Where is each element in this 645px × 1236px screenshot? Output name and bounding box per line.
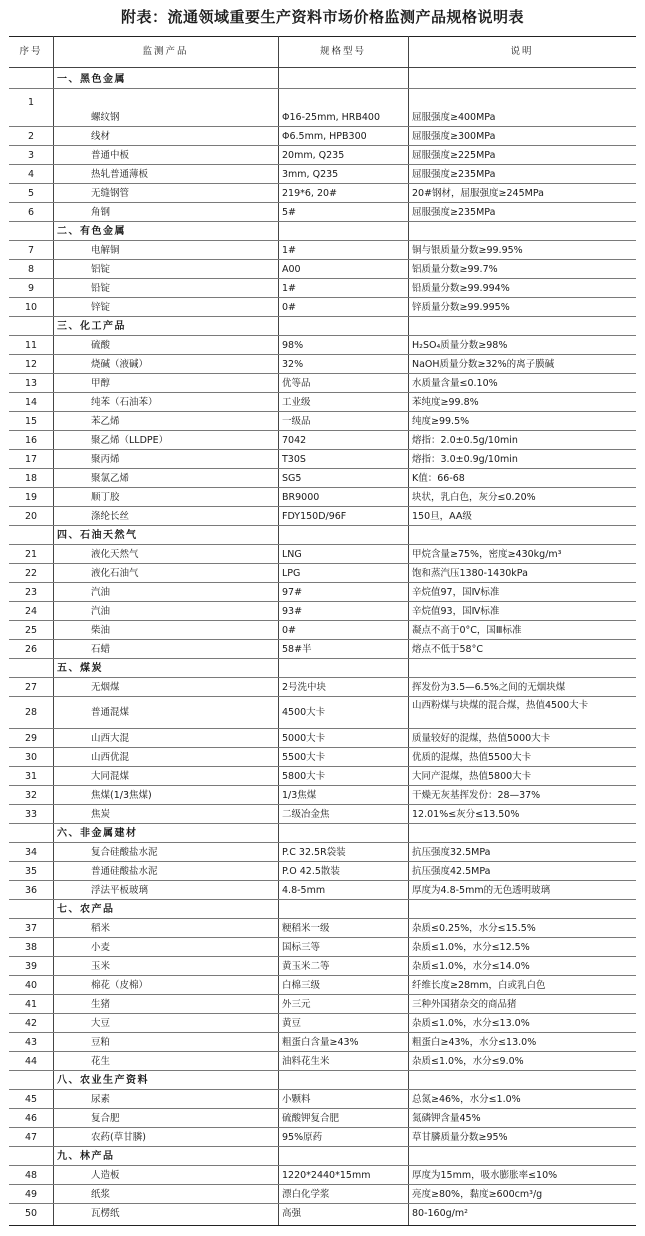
- table-row: [9, 450, 636, 469]
- description: 抗压强度32.5MPa: [412, 847, 491, 858]
- spec-model: 外三元: [282, 999, 311, 1010]
- row-index: 21: [24, 549, 38, 560]
- description: 辛烷值97，国Ⅳ标准: [412, 587, 500, 598]
- row-index: 23: [24, 587, 38, 598]
- row-index: 31: [24, 771, 38, 782]
- table-row: [9, 805, 636, 824]
- table-row: [9, 602, 636, 621]
- description: 熔指：2.0±0.5g/10min: [412, 435, 518, 446]
- description: 干燥无灰基挥发份：28—37%: [412, 790, 541, 801]
- spec-model: 32%: [282, 359, 304, 370]
- description: 杂质≤1.0%，水分≤12.5%: [412, 942, 530, 953]
- spec-model: 小颗料: [282, 1094, 311, 1105]
- product-name: 豆粕: [91, 1037, 111, 1048]
- description: 屈服强度≥400MPa: [412, 112, 496, 123]
- table-row: [9, 89, 636, 127]
- table-row: [9, 729, 636, 748]
- description: K值：66-68: [412, 473, 465, 484]
- row-index: 3: [27, 150, 35, 161]
- section-row: [9, 659, 636, 678]
- product-name: 棉花（皮棉）: [91, 980, 149, 991]
- product-name: 汽油: [91, 587, 111, 598]
- table-row: [9, 507, 636, 526]
- table-row: [9, 640, 636, 659]
- row-index: 11: [24, 340, 38, 351]
- spec-model: 1/3焦煤: [282, 790, 317, 801]
- product-name: 聚氯乙烯: [91, 473, 130, 484]
- table-row: [9, 583, 636, 602]
- row-index: 35: [24, 866, 38, 877]
- product-name: 铝锭: [91, 264, 111, 275]
- product-name: 甲醇: [91, 378, 111, 389]
- product-name: 线材: [91, 131, 111, 142]
- description: 屈服强度≥235MPa: [412, 207, 496, 218]
- table-row: [9, 862, 636, 881]
- row-index: 24: [24, 606, 38, 617]
- product-name: 苯乙烯: [91, 416, 120, 427]
- spec-model: 二级冶金焦: [282, 809, 330, 820]
- spec-model: BR9000: [282, 492, 320, 503]
- product-name: 大同混煤: [91, 771, 130, 782]
- row-index: 28: [24, 707, 38, 718]
- section-title: 一、黑色金属: [57, 74, 126, 85]
- product-name: 稻米: [91, 923, 111, 934]
- row-index: 42: [24, 1018, 38, 1029]
- product-name: 焦煤(1/3焦煤): [91, 790, 152, 801]
- row-index: 9: [27, 283, 35, 294]
- product-name: 石蜡: [91, 644, 111, 655]
- section-row: [9, 1071, 636, 1090]
- row-index: 1: [27, 97, 35, 108]
- product-name: 纸浆: [91, 1189, 111, 1200]
- table-row: [9, 1014, 636, 1033]
- table-row: [9, 621, 636, 640]
- spec-model: 4500大卡: [282, 707, 326, 718]
- description: 铜与银质量分数≥99.95%: [412, 245, 523, 256]
- row-index: 19: [24, 492, 38, 503]
- product-name: 生猪: [91, 999, 111, 1010]
- description: 水质量含量≤0.10%: [412, 378, 498, 389]
- spec-model: 98%: [282, 340, 304, 351]
- spec-model: 93#: [282, 606, 303, 617]
- row-index: 44: [24, 1056, 38, 1067]
- product-name: 汽油: [91, 606, 111, 617]
- product-name: 普通中板: [91, 150, 130, 161]
- description: 杂质≤1.0%，水分≤14.0%: [412, 961, 530, 972]
- row-index: 47: [24, 1132, 38, 1143]
- description: 亮度≥80%，黏度≥600cm³/g: [412, 1189, 543, 1200]
- row-index: 2: [27, 131, 35, 142]
- table-row: [9, 1204, 636, 1223]
- table-row: [9, 786, 636, 805]
- spec-model: 高强: [282, 1208, 302, 1219]
- spec-model: 一级品: [282, 416, 311, 427]
- spec-model: FDY150D/96F: [282, 511, 347, 522]
- table-row: [9, 697, 636, 729]
- product-name: 大豆: [91, 1018, 111, 1029]
- spec-model: 黄豆: [282, 1018, 302, 1029]
- product-name: 锌锭: [91, 302, 111, 313]
- product-name: 柴油: [91, 625, 111, 636]
- section-title: 八、农业生产资料: [57, 1075, 149, 1086]
- description: 山西粉煤与块煤的混合煤，热值4500大卡: [412, 700, 589, 711]
- spec-model: 1220*2440*15mm: [282, 1170, 371, 1181]
- description: 杂质≤1.0%，水分≤9.0%: [412, 1056, 524, 1067]
- table-row: [9, 767, 636, 786]
- table-row: [9, 279, 636, 298]
- section-row: [9, 824, 636, 843]
- spec-model: 5#: [282, 207, 297, 218]
- table-row: [9, 184, 636, 203]
- page-title: 附表：流通领域重要生产资料市场价格监测产品规格说明表: [120, 8, 524, 26]
- description: 屈服强度≥300MPa: [412, 131, 496, 142]
- product-name: 铅锭: [91, 283, 111, 294]
- row-index: 17: [24, 454, 38, 465]
- table-row: [9, 469, 636, 488]
- description: H₂SO₄质量分数≥98%: [412, 340, 508, 351]
- spec-model: 优等品: [282, 378, 311, 389]
- product-name: 花生: [91, 1056, 111, 1067]
- row-index: 13: [24, 378, 38, 389]
- table-body: [9, 70, 636, 1223]
- table-row: [9, 995, 636, 1014]
- description: 铝质量分数≥99.7%: [412, 264, 498, 275]
- table-row: [9, 881, 636, 900]
- spec-model: T30S: [282, 454, 306, 465]
- table-row: [9, 545, 636, 564]
- row-index: 15: [24, 416, 38, 427]
- product-name: 浮法平板玻璃: [91, 885, 149, 896]
- spec-model: P.O 42.5散装: [282, 866, 340, 877]
- row-index: 38: [24, 942, 38, 953]
- description: 锌质量分数≥99.995%: [412, 302, 510, 313]
- row-index: 37: [24, 923, 38, 934]
- table-row: [9, 919, 636, 938]
- spec-model: 漂白化学浆: [282, 1189, 330, 1200]
- header-product: 监测产品: [142, 46, 189, 57]
- table-row: [9, 355, 636, 374]
- table-row: [9, 412, 636, 431]
- table-row: [9, 393, 636, 412]
- spec-model: 1#: [282, 245, 297, 256]
- table-row: [9, 1109, 636, 1128]
- spec-model: 黄玉米二等: [282, 961, 330, 972]
- header-index: 序号: [19, 46, 43, 57]
- product-name: 螺纹钢: [91, 112, 120, 123]
- spec-model: 95%原药: [282, 1132, 323, 1143]
- description: 大同产混煤，热值5800大卡: [412, 771, 532, 782]
- spec-model: 1#: [282, 283, 297, 294]
- product-name: 热轧普通薄板: [91, 169, 149, 180]
- row-index: 22: [24, 568, 38, 579]
- row-index: 40: [24, 980, 38, 991]
- row-index: 10: [24, 302, 38, 313]
- description: 纯度≥99.5%: [412, 416, 470, 427]
- section-row: [9, 222, 636, 241]
- description: 屈服强度≥225MPa: [412, 150, 496, 161]
- description: 12.01%≤灰分≤13.50%: [412, 809, 520, 820]
- table-row: [9, 938, 636, 957]
- spec-model: 国标三等: [282, 942, 321, 953]
- row-index: 43: [24, 1037, 38, 1048]
- product-name: 液化石油气: [91, 568, 139, 579]
- description: 氮磷钾含量45%: [412, 1113, 481, 1124]
- description: NaOH质量分数≥32%的离子膜碱: [412, 359, 555, 370]
- product-name: 顺丁胶: [91, 492, 120, 503]
- table-row: [9, 241, 636, 260]
- row-index: 5: [27, 188, 35, 199]
- table-row: [9, 336, 636, 355]
- table-row: [9, 203, 636, 222]
- description: 杂质≤1.0%，水分≤13.0%: [412, 1018, 530, 1029]
- description: 饱和蒸汽压1380-1430kPa: [412, 568, 528, 579]
- description: 挥发份为3.5—6.5%之间的无烟块煤: [412, 682, 566, 693]
- table-row: [9, 957, 636, 976]
- product-name: 复合硅酸盐水泥: [91, 847, 158, 858]
- row-index: 33: [24, 809, 38, 820]
- product-name: 山西优混: [91, 752, 130, 763]
- spec-model: SG5: [282, 473, 302, 484]
- table-row: [9, 165, 636, 184]
- row-index: 12: [24, 359, 38, 370]
- table-row: [9, 127, 636, 146]
- product-name: 焦炭: [91, 809, 111, 820]
- section-row: [9, 900, 636, 919]
- row-index: 34: [24, 847, 38, 858]
- description: 抗压强度42.5MPa: [412, 866, 491, 877]
- section-row: [9, 317, 636, 336]
- description: 150旦，AA级: [412, 511, 472, 522]
- row-index: 25: [24, 625, 38, 636]
- spec-model: 5000大卡: [282, 733, 326, 744]
- spec-model: 2号洗中块: [282, 682, 327, 693]
- description: 铅质量分数≥99.994%: [412, 283, 510, 294]
- spec-model: 0#: [282, 302, 297, 313]
- spec-model: 工业级: [282, 397, 311, 408]
- spec-model: LNG: [282, 549, 302, 560]
- spec-model: A00: [282, 264, 301, 275]
- section-title: 二、有色金属: [57, 226, 126, 237]
- product-name: 液化天然气: [91, 549, 139, 560]
- row-index: 30: [24, 752, 38, 763]
- row-index: 8: [27, 264, 35, 275]
- row-index: 49: [24, 1189, 38, 1200]
- section-title: 六、非金属建材: [57, 828, 138, 839]
- product-name: 瓦楞纸: [91, 1208, 120, 1219]
- row-index: 20: [24, 511, 38, 522]
- product-name: 聚丙烯: [91, 454, 120, 465]
- description: 20#钢材，屈服强度≥245MPa: [412, 188, 544, 199]
- table-row: [9, 1166, 636, 1185]
- section-row: [9, 1147, 636, 1166]
- product-name: 尿素: [91, 1094, 111, 1105]
- table-row: [9, 488, 636, 507]
- product-name: 纯苯（石油苯）: [91, 397, 158, 408]
- product-name: 无烟煤: [91, 682, 120, 693]
- product-name: 硫酸: [91, 340, 111, 351]
- section-title: 四、石油天然气: [57, 530, 138, 541]
- table-row: [9, 374, 636, 393]
- spec-model: 粗蛋白含量≥43%: [282, 1037, 359, 1048]
- spec-model: 3mm, Q235: [282, 169, 339, 180]
- spec-model: 4.8-5mm: [282, 885, 326, 896]
- header-spec: 规格型号: [319, 46, 366, 57]
- description: 凝点不高于0°C，国Ⅲ标准: [412, 625, 522, 636]
- section-title: 五、煤炭: [57, 663, 103, 674]
- description: 厚度为4.8-5mm的无色透明玻璃: [412, 885, 551, 896]
- description: 辛烷值93，国Ⅳ标准: [412, 606, 500, 617]
- description: 熔指：3.0±0.9g/10min: [412, 454, 518, 465]
- spec-model: 油料花生米: [282, 1056, 330, 1067]
- description: 三种外国猪杂交的商品猪: [412, 999, 517, 1010]
- table-row: [9, 298, 636, 317]
- description: 质量较好的混煤，热值5000大卡: [412, 733, 551, 744]
- spec-model: 0#: [282, 625, 297, 636]
- spec-model: 粳稻米一级: [282, 923, 330, 934]
- description: 厚度为15mm，吸水膨胀率≤10%: [412, 1170, 558, 1181]
- row-index: 46: [24, 1113, 38, 1124]
- table-row: [9, 1128, 636, 1147]
- section-title: 三、化工产品: [57, 321, 126, 332]
- description: 熔点不低于58°C: [412, 644, 483, 655]
- table-bottom-rule: [9, 1225, 636, 1226]
- spec-model: 20mm, Q235: [282, 150, 345, 161]
- table-row: [9, 1052, 636, 1071]
- row-index: 14: [24, 397, 38, 408]
- row-index: 29: [24, 733, 38, 744]
- product-name: 涤纶长丝: [91, 511, 130, 522]
- spec-model: P.C 32.5R袋装: [282, 847, 346, 858]
- product-name: 角钢: [91, 207, 111, 218]
- spec-model: 58#半: [282, 644, 312, 655]
- product-name: 普通硅酸盐水泥: [91, 866, 158, 877]
- product-name: 农药(草甘膦): [91, 1132, 146, 1143]
- table-row: [9, 431, 636, 450]
- description: 纤维长度≥28mm，白或乳白色: [412, 980, 546, 991]
- table-row: [9, 146, 636, 165]
- row-index: 41: [24, 999, 38, 1010]
- row-index: 50: [24, 1208, 38, 1219]
- table-row: [9, 1185, 636, 1204]
- section-row: [9, 526, 636, 545]
- row-index: 27: [24, 682, 38, 693]
- description: 屈服强度≥235MPa: [412, 169, 496, 180]
- section-row: [9, 70, 636, 89]
- row-index: 32: [24, 790, 38, 801]
- row-index: 39: [24, 961, 38, 972]
- description: 苯纯度≥99.8%: [412, 397, 479, 408]
- section-title: 七、农产品: [57, 904, 115, 915]
- row-index: 7: [27, 245, 35, 256]
- description: 总氮≥46%，水分≤1.0%: [412, 1094, 521, 1105]
- table-row: [9, 748, 636, 767]
- product-name: 普通混煤: [91, 707, 130, 718]
- product-name: 无缝钢管: [91, 188, 130, 199]
- row-index: 36: [24, 885, 38, 896]
- section-title: 九、林产品: [57, 1151, 115, 1162]
- spec-model: 硫酸钾复合肥: [282, 1113, 340, 1124]
- row-index: 45: [24, 1094, 38, 1105]
- row-index: 18: [24, 473, 38, 484]
- product-name: 电解铜: [91, 245, 120, 256]
- product-name: 山西大混: [91, 733, 130, 744]
- description: 80-160g/m²: [412, 1208, 468, 1219]
- spec-model: Φ6.5mm, HPB300: [282, 131, 367, 142]
- description: 粗蛋白≥43%，水分≤13.0%: [412, 1037, 537, 1048]
- spec-model: Φ16-25mm, HRB400: [282, 112, 381, 123]
- spec-model: 7042: [282, 435, 307, 446]
- spec-model: 5800大卡: [282, 771, 326, 782]
- table-row: [9, 1090, 636, 1109]
- row-index: 16: [24, 435, 38, 446]
- description: 草甘膦质量分数≥95%: [412, 1132, 508, 1143]
- table-row: [9, 976, 636, 995]
- table-row: [9, 260, 636, 279]
- description: 杂质≤0.25%，水分≤15.5%: [412, 923, 536, 934]
- header-rule: [9, 67, 636, 68]
- spec-model: 白棉三级: [282, 980, 321, 991]
- row-index: 4: [27, 169, 35, 180]
- description: 甲烷含量≥75%，密度≥430kg/m³: [412, 549, 562, 560]
- product-name: 小麦: [91, 942, 111, 953]
- row-index: 48: [24, 1170, 38, 1181]
- description: 优质的混煤，热值5500大卡: [412, 752, 532, 763]
- table-row: [9, 1033, 636, 1052]
- header-description: 说明: [510, 46, 534, 57]
- spec-model: 219*6, 20#: [282, 188, 338, 199]
- product-name: 烧碱（液碱）: [91, 359, 149, 370]
- product-name: 复合肥: [91, 1113, 120, 1124]
- table-row: [9, 678, 636, 697]
- row-index: 6: [27, 207, 35, 218]
- product-name: 聚乙烯（LLDPE）: [91, 435, 169, 446]
- description: 块状，乳白色，灰分≤0.20%: [412, 492, 536, 503]
- spec-model: 5500大卡: [282, 752, 326, 763]
- row-index: 26: [24, 644, 38, 655]
- table-row: [9, 843, 636, 862]
- product-name: 玉米: [91, 961, 111, 972]
- table-row: [9, 564, 636, 583]
- spec-model: LPG: [282, 568, 301, 579]
- spec-model: 97#: [282, 587, 303, 598]
- product-name: 人造板: [91, 1170, 120, 1181]
